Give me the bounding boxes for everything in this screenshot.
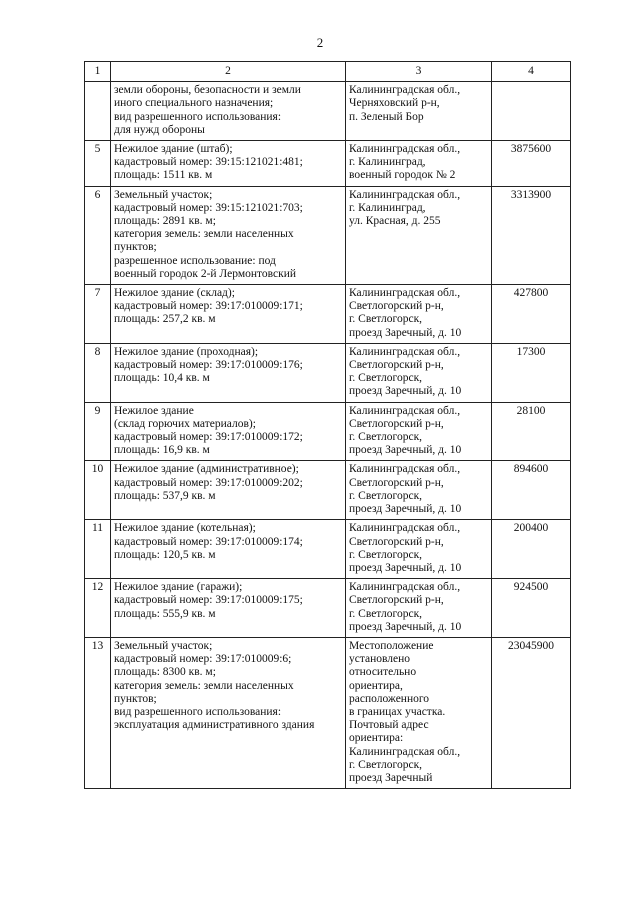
- row-description: Нежилое здание (проходная); кадастровый номер: 39:17:010009:176; площадь: 10,4 кв. м: [111, 343, 346, 402]
- row-address: Калининградская обл., Светлогорский р-н, г. Светлогорск, проезд Заречный, д. 10: [346, 343, 492, 402]
- row-number: 11: [85, 520, 111, 579]
- row-address: Калининградская обл., г. Калининград, ул. Красная, д. 255: [346, 186, 492, 284]
- row-number: [85, 82, 111, 141]
- row-address: Калининградская обл., Светлогорский р-н, г. Светлогорск, проезд Заречный, д. 10: [346, 402, 492, 461]
- row-number: 12: [85, 579, 111, 638]
- row-number: 5: [85, 141, 111, 187]
- row-description: Земельный участок; кадастровый номер: 39:17:010009:6; площадь: 8300 кв. м; категория земель: земли населенных пунктов; вид разрешенного использования: эксплуатация административного здания: [111, 637, 346, 788]
- row-value: 427800: [492, 285, 571, 344]
- table-row: [85, 141, 571, 187]
- property-table: [84, 61, 571, 789]
- row-description: Нежилое здание (склад горючих материалов); кадастровый номер: 39:17:010009:172; площадь: 16,9 кв. м: [111, 402, 346, 461]
- row-value: 23045900: [492, 637, 571, 788]
- column-header-address: 3: [346, 62, 492, 82]
- row-value: [492, 82, 571, 141]
- row-number: 6: [85, 186, 111, 284]
- page-number: 2: [316, 35, 324, 50]
- row-description: Нежилое здание (административное); кадастровый номер: 39:17:010009:202; площадь: 537,9 кв. м: [111, 461, 346, 520]
- row-number: 8: [85, 343, 111, 402]
- row-number: 13: [85, 637, 111, 788]
- row-value: 200400: [492, 520, 571, 579]
- table-row: [85, 186, 571, 284]
- row-description: Нежилое здание (штаб); кадастровый номер: 39:15:121021:481; площадь: 1511 кв. м: [111, 141, 346, 187]
- row-description: земли обороны, безопасности и земли иного специального назначения; вид разрешенного использования: для нужд обороны: [111, 82, 346, 141]
- row-value: 924500: [492, 579, 571, 638]
- row-description: Нежилое здание (склад); кадастровый номер: 39:17:010009:171; площадь: 257,2 кв. м: [111, 285, 346, 344]
- row-address: Калининградская обл., г. Калининград, военный городок № 2: [346, 141, 492, 187]
- row-address: Калининградская обл., Светлогорский р-н, г. Светлогорск, проезд Заречный, д. 10: [346, 520, 492, 579]
- table-row: [85, 285, 571, 344]
- row-description: Нежилое здание (котельная); кадастровый номер: 39:17:010009:174; площадь: 120,5 кв. м: [111, 520, 346, 579]
- row-number: 9: [85, 402, 111, 461]
- column-header-value: 4: [492, 62, 571, 82]
- row-description: Нежилое здание (гаражи); кадастровый номер: 39:17:010009:175; площадь: 555,9 кв. м: [111, 579, 346, 638]
- table-row: [85, 520, 571, 579]
- row-address: Калининградская обл., Светлогорский р-н, г. Светлогорск, проезд Заречный, д. 10: [346, 285, 492, 344]
- row-number: 10: [85, 461, 111, 520]
- table-row: [85, 579, 571, 638]
- table-row: [85, 461, 571, 520]
- row-value: 894600: [492, 461, 571, 520]
- row-number: 7: [85, 285, 111, 344]
- table-row: [85, 637, 571, 788]
- row-value: 3875600: [492, 141, 571, 187]
- row-address: Калининградская обл., Светлогорский р-н, г. Светлогорск, проезд Заречный, д. 10: [346, 461, 492, 520]
- column-header-description: 2: [111, 62, 346, 82]
- row-value: 3313900: [492, 186, 571, 284]
- table-row: [85, 343, 571, 402]
- row-value: 17300: [492, 343, 571, 402]
- table-row: [85, 402, 571, 461]
- row-value: 28100: [492, 402, 571, 461]
- row-address: Калининградская обл., Черняховский р-н, п. Зеленый Бор: [346, 82, 492, 141]
- table-header-row: [85, 62, 571, 82]
- table-row: [85, 82, 571, 141]
- row-address: Калининградская обл., Светлогорский р-н, г. Светлогорск, проезд Заречный, д. 10: [346, 579, 492, 638]
- row-address: Местоположение установлено относительно ориентира, расположенного в границах участка. Почтовый адрес ориентира: Калининградская обл., г. Светлогорск, проезд Заречный: [346, 637, 492, 788]
- row-description: Земельный участок; кадастровый номер: 39:15:121021:703; площадь: 2891 кв. м; категория земель: земли населенных пунктов; разрешенное использование: под военный городок 2-й Лермонтовский: [111, 186, 346, 284]
- column-header-number: 1: [85, 62, 111, 82]
